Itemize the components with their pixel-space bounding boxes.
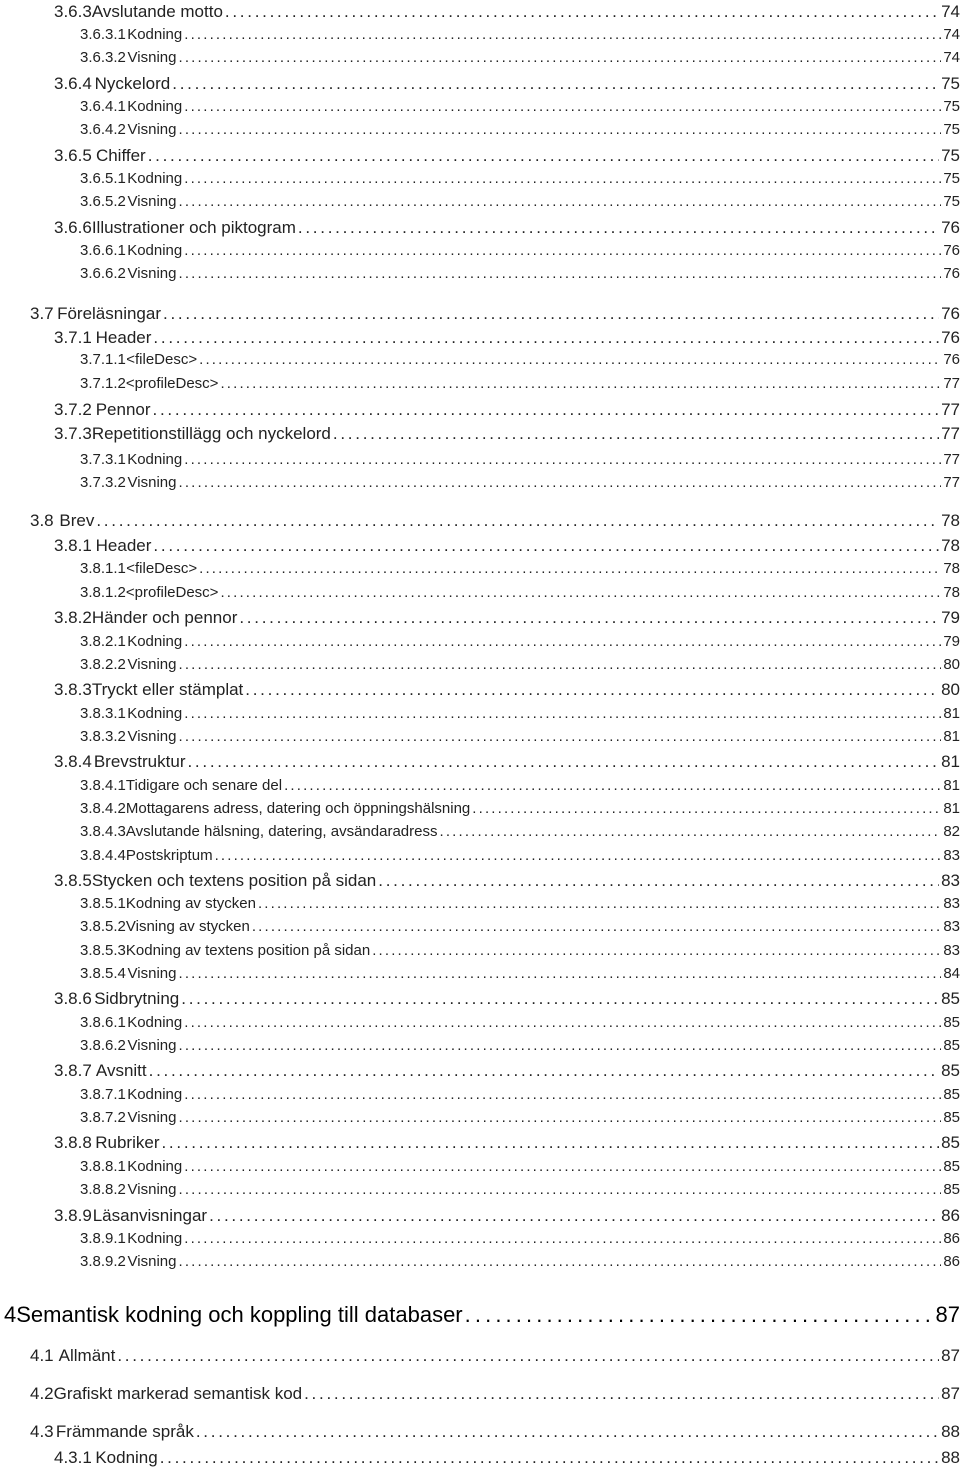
dot-leader: [153, 400, 940, 420]
toc-entry-page-number: 75: [943, 98, 960, 115]
toc-entry-page-number: 81: [941, 752, 960, 771]
dot-leader: [181, 989, 939, 1009]
toc-entry-page-number: 83: [943, 847, 960, 864]
toc-entry-title: Visning: [127, 1109, 177, 1126]
toc-entry-title: Händer och pennor: [91, 608, 238, 627]
toc-entry-3-8-2[interactable]: [54, 608, 960, 628]
dot-leader: [178, 474, 941, 491]
toc-entry-number: 3.7: [30, 304, 54, 323]
toc-entry-3-8-4-3[interactable]: [80, 823, 960, 840]
toc-entry-title: Nyckelord: [94, 74, 171, 93]
dot-leader: [178, 656, 941, 673]
toc-entry-number: 3.6.5.2: [80, 193, 126, 210]
dot-leader: [239, 608, 939, 628]
toc-entry-3-6-5-1[interactable]: [80, 170, 960, 187]
toc-entry-3-8-4-1[interactable]: [80, 777, 960, 794]
dot-leader: [160, 1448, 939, 1468]
toc-entry-page-number: 77: [943, 375, 960, 392]
toc-entry-number: 3.8: [30, 511, 54, 530]
toc-entry-3-6-3[interactable]: [54, 2, 960, 22]
dot-leader: [184, 1086, 941, 1103]
toc-entry-title: Visning: [127, 193, 177, 210]
toc-entry-number: 3.6.4: [54, 74, 92, 93]
toc-entry-title: Repetitionstillägg och nyckelord: [91, 424, 331, 443]
dot-leader: [184, 1158, 941, 1175]
toc-entry-page-number: 75: [941, 146, 960, 165]
toc-entry-title: Rubriker: [95, 1133, 160, 1152]
dot-leader: [472, 800, 941, 817]
toc-entry-page-number: 85: [943, 1158, 960, 1175]
toc-entry-page-number: 85: [941, 1133, 960, 1152]
dot-leader: [178, 265, 941, 282]
toc-entry-page-number: 85: [943, 1086, 960, 1103]
toc-entry-number: 3.8.4.3: [80, 823, 126, 840]
dot-leader: [184, 26, 941, 43]
toc-entry-3-8-6-1[interactable]: [80, 1014, 960, 1031]
toc-entry-title: Kodning av textens position på sidan: [125, 942, 371, 959]
toc-entry-3-8-9-2[interactable]: [80, 1253, 960, 1270]
dot-leader: [178, 1181, 941, 1198]
toc-entry-number: 3.8.9: [54, 1206, 92, 1225]
toc-entry-3-8-9-1[interactable]: [80, 1230, 960, 1247]
toc-entry-title: Kodning: [127, 242, 183, 259]
toc-entry-title: Kodning: [95, 1448, 158, 1467]
toc-entry-title: Kodning: [127, 1230, 183, 1247]
toc-entry-number: 3.8.6.1: [80, 1014, 126, 1031]
toc-entry-page-number: 85: [943, 1037, 960, 1054]
dot-leader: [178, 121, 941, 138]
toc-entry-page-number: 85: [941, 1061, 960, 1080]
toc-entry-title: Kodning: [127, 633, 183, 650]
toc-entry-3-8-8[interactable]: [54, 1133, 960, 1153]
toc-entry-title: Header: [95, 328, 152, 347]
dot-leader: [196, 1422, 939, 1442]
toc-entry-page-number: 80: [941, 680, 960, 699]
toc-entry-3-6-6-2[interactable]: [80, 265, 960, 282]
dot-leader: [439, 823, 941, 840]
toc-entry-title: Avsnitt: [95, 1061, 147, 1080]
dot-leader: [220, 584, 941, 601]
toc-entry-page-number: 76: [941, 304, 960, 323]
toc-entry-title: Header: [95, 536, 152, 555]
toc-entry-title: Kodning: [127, 451, 183, 468]
toc-entry-number: 3.6.4.1: [80, 98, 126, 115]
dot-leader: [117, 1346, 939, 1366]
dot-leader: [187, 752, 939, 772]
dot-leader: [220, 375, 941, 392]
toc-entry-3-8-6[interactable]: [54, 989, 960, 1009]
toc-entry-number: 3.6.5.1: [80, 170, 126, 187]
toc-entry-4-2[interactable]: [30, 1384, 960, 1404]
dot-leader: [178, 1253, 941, 1270]
toc-entry-page-number: 76: [943, 351, 960, 368]
dot-leader: [178, 193, 941, 210]
toc-entry-3-8-2-1[interactable]: [80, 633, 960, 650]
toc-entry-number: 3.8.3.1: [80, 705, 126, 722]
toc-entry-number: 3.8.6.2: [80, 1037, 126, 1054]
toc-entry-page-number: 87: [941, 1346, 960, 1365]
toc-entry-page-number: 78: [943, 560, 960, 577]
toc-entry-3-6-4-2[interactable]: [80, 121, 960, 138]
toc-entry-title: Kodning: [127, 1014, 183, 1031]
toc-entry-title: Avslutande motto: [91, 2, 223, 21]
toc-entry-page-number: 78: [941, 511, 960, 530]
toc-entry-3-7-1-1[interactable]: [80, 351, 960, 368]
toc-entry-title: Allmänt: [58, 1346, 116, 1365]
toc-entry-3-8-4-2[interactable]: [80, 800, 960, 817]
dot-leader: [184, 242, 941, 259]
toc-entry-3-7-3-1[interactable]: [80, 451, 960, 468]
toc-entry-3-6-5-2[interactable]: [80, 193, 960, 210]
toc-entry-page-number: 85: [941, 989, 960, 1008]
toc-entry-3-7-1-2[interactable]: [80, 375, 960, 392]
toc-entry-title: Avslutande hälsning, datering, avsändaradress: [125, 823, 438, 840]
toc-entry-number: 3.8.8: [54, 1133, 92, 1152]
toc-entry-4-3[interactable]: [30, 1422, 960, 1442]
toc-entry-3-6-6-1[interactable]: [80, 242, 960, 259]
toc-entry-number: 3.8.2.2: [80, 656, 126, 673]
toc-entry-title: Visning: [127, 1253, 177, 1270]
toc-entry-page-number: 83: [943, 918, 960, 935]
toc-entry-3-6-4-1[interactable]: [80, 98, 960, 115]
dot-leader: [184, 633, 941, 650]
toc-entry-number: 3.6.6: [54, 218, 92, 237]
toc-entry-title: Visning: [127, 965, 177, 982]
toc-entry-page-number: 79: [943, 633, 960, 650]
toc-entry-title: Visning av stycken: [125, 918, 250, 935]
toc-entry-title: Visning: [127, 474, 177, 491]
toc-entry-title: Kodning: [127, 98, 183, 115]
toc-entry-title: Kodning av stycken: [125, 895, 256, 912]
toc-entry-title: Postskriptum: [125, 847, 213, 864]
toc-entry-3-8-3-1[interactable]: [80, 705, 960, 722]
toc-entry-3-8-9[interactable]: [54, 1206, 960, 1226]
toc-entry-4[interactable]: [4, 1302, 960, 1328]
toc-entry-3-6-5[interactable]: [54, 146, 960, 166]
toc-entry-page-number: 85: [943, 1181, 960, 1198]
toc-entry-3-8-7-1[interactable]: [80, 1086, 960, 1103]
toc-entry-title: Visning: [127, 1181, 177, 1198]
toc-entry-title: Visning: [127, 49, 177, 66]
toc-entry-page-number: 81: [943, 800, 960, 817]
toc-entry-title: Visning: [127, 121, 177, 138]
toc-entry-3-8-6-2[interactable]: [80, 1037, 960, 1054]
toc-entry-4-1[interactable]: [30, 1346, 960, 1366]
toc-entry-number: 3.8.7: [54, 1061, 92, 1080]
toc-entry-title: Grafiskt markerad semantisk kod: [53, 1384, 303, 1403]
toc-entry-number: 4.3: [30, 1422, 54, 1441]
toc-entry-page-number: 78: [943, 584, 960, 601]
toc-entry-page-number: 88: [941, 1448, 960, 1467]
toc-entry-number: 3.8.9.2: [80, 1253, 126, 1270]
toc-entry-page-number: 86: [941, 1206, 960, 1225]
toc-entry-number: 4: [4, 1302, 17, 1327]
toc-entry-3-7-2[interactable]: [54, 400, 960, 420]
toc-entry-3-7-1[interactable]: [54, 328, 960, 348]
toc-entry-number: 3.8.4.4: [80, 847, 126, 864]
toc-entry-number: 3.6.5: [54, 146, 92, 165]
dot-leader: [184, 705, 941, 722]
toc-entry-3-7[interactable]: [30, 304, 960, 324]
toc-entry-title: Illustrationer och piktogram: [91, 218, 296, 237]
dot-leader: [333, 424, 939, 444]
toc-entry-3-6-3-1[interactable]: [80, 26, 960, 43]
toc-entry-number: 3.8.7.1: [80, 1086, 126, 1103]
toc-entry-3-8-8-2[interactable]: [80, 1181, 960, 1198]
toc-entry-number: 3.8.4.1: [80, 777, 126, 794]
toc-entry-title: <fileDesc>: [126, 560, 198, 577]
toc-entry-page-number: 81: [943, 728, 960, 745]
toc-entry-page-number: 80: [943, 656, 960, 673]
toc-entry-3-8-3-2[interactable]: [80, 728, 960, 745]
toc-entry-page-number: 77: [943, 451, 960, 468]
toc-entry-number: 4.1: [30, 1346, 54, 1365]
toc-entry-page-number: 83: [943, 942, 960, 959]
toc-entry-number: 3.8.3: [54, 680, 92, 699]
toc-entry-title: Visning: [127, 265, 177, 282]
dot-leader: [304, 1384, 939, 1404]
toc-entry-title: Kodning: [127, 705, 183, 722]
dot-leader: [298, 218, 939, 238]
toc-entry-number: 3.8.4.2: [80, 800, 126, 817]
toc-entry-title: Pennor: [95, 400, 151, 419]
dot-leader: [178, 728, 941, 745]
dot-leader: [252, 918, 941, 935]
toc-entry-title: Mottagarens adress, datering och öppningshälsning: [125, 800, 471, 817]
toc-entry-3-8-1-2[interactable]: [80, 584, 960, 601]
dot-leader: [199, 560, 941, 577]
dot-leader: [258, 895, 941, 912]
toc-entry-number: 3.6.6.1: [80, 242, 126, 259]
toc-entry-page-number: 75: [943, 170, 960, 187]
toc-entry-number: 3.8.8.2: [80, 1181, 126, 1198]
toc-entry-title: Visning: [127, 1037, 177, 1054]
dot-leader: [372, 942, 941, 959]
toc-entry-page-number: 74: [943, 26, 960, 43]
toc-entry-page-number: 77: [941, 424, 960, 443]
toc-entry-page-number: 87: [935, 1302, 960, 1327]
toc-entry-number: 3.8.5.3: [80, 942, 126, 959]
dot-leader: [153, 536, 939, 556]
toc-entry-number: 3.7.2: [54, 400, 92, 419]
toc-entry-title: Kodning: [127, 170, 183, 187]
dot-leader: [199, 351, 941, 368]
dot-leader: [178, 965, 941, 982]
toc-entry-3-8-8-1[interactable]: [80, 1158, 960, 1175]
dot-leader: [184, 98, 941, 115]
toc-entry-title: Läsanvisningar: [92, 1206, 208, 1225]
toc-entry-title: <profileDesc>: [125, 375, 219, 392]
toc-entry-number: 3.8.1: [54, 536, 92, 555]
toc-entry-number: 3.8.5.2: [80, 918, 126, 935]
toc-entry-page-number: 85: [943, 1109, 960, 1126]
dot-leader: [184, 1014, 941, 1031]
toc-entry-3-8-7[interactable]: [54, 1061, 960, 1081]
toc-entry-number: 3.7.1.2: [80, 375, 126, 392]
toc-entry-page-number: 86: [943, 1230, 960, 1247]
dot-leader: [161, 1133, 939, 1153]
dot-leader: [172, 74, 939, 94]
toc-entry-page-number: 76: [943, 265, 960, 282]
toc-entry-title: Föreläsningar: [57, 304, 162, 323]
toc-entry-3-8-4-4[interactable]: [80, 847, 960, 864]
toc-entry-page-number: 76: [943, 242, 960, 259]
toc-entry-number: 3.8.5.1: [80, 895, 126, 912]
toc-entry-3-8-5-3[interactable]: [80, 942, 960, 959]
toc-entry-page-number: 74: [941, 2, 960, 21]
dot-leader: [215, 847, 942, 864]
toc-entry-number: 3.7.3: [54, 424, 92, 443]
toc-entry-4-3-1[interactable]: [54, 1448, 960, 1468]
toc-entry-title: Semantisk kodning och koppling till databaser: [16, 1302, 463, 1327]
toc-entry-title: Chiffer: [95, 146, 146, 165]
toc-entry-number: 3.8.5: [54, 871, 92, 890]
toc-entry-3-8-5-4[interactable]: [80, 965, 960, 982]
toc-entry-3-6-6[interactable]: [54, 218, 960, 238]
toc-entry-page-number: 77: [941, 400, 960, 419]
toc-entry-number: 4.2: [30, 1384, 54, 1403]
toc-entry-title: Främmande språk: [55, 1422, 194, 1441]
toc-entry-3-7-3-2[interactable]: [80, 474, 960, 491]
toc-entry-3-7-3[interactable]: [54, 424, 960, 444]
toc-entry-number: 3.8.5.4: [80, 965, 126, 982]
toc-entry-number: 3.8.1.2: [80, 584, 126, 601]
dot-leader: [184, 1230, 941, 1247]
toc-entry-3-8-3[interactable]: [54, 680, 960, 700]
toc-entry-3-8-1-1[interactable]: [80, 560, 960, 577]
dot-leader: [163, 304, 939, 324]
toc-entry-number: 3.6.4.2: [80, 121, 126, 138]
dot-leader: [284, 777, 941, 794]
toc-entry-page-number: 75: [943, 193, 960, 210]
toc-entry-title: Brevstruktur: [93, 752, 186, 771]
toc-entry-page-number: 83: [943, 895, 960, 912]
dot-leader: [153, 328, 939, 348]
toc-entry-page-number: 81: [943, 705, 960, 722]
toc-entry-page-number: 83: [941, 871, 960, 890]
toc-entry-title: Sidbrytning: [94, 989, 180, 1008]
toc-entry-number: 4.3.1: [54, 1448, 92, 1467]
toc-entry-3-8[interactable]: [30, 511, 960, 531]
toc-entry-title: Tidigare och senare del: [125, 777, 283, 794]
toc-entry-3-8-5-1[interactable]: [80, 895, 960, 912]
dot-leader: [245, 680, 939, 700]
toc-entry-number: 3.8.4: [54, 752, 92, 771]
toc-entry-3-8-2-2[interactable]: [80, 656, 960, 673]
toc-entry-page-number: 76: [941, 328, 960, 347]
toc-entry-3-6-3-2[interactable]: [80, 49, 960, 66]
toc-entry-page-number: 79: [941, 608, 960, 627]
toc-entry-page-number: 75: [943, 121, 960, 138]
dot-leader: [209, 1206, 939, 1226]
toc-entry-page-number: 82: [943, 823, 960, 840]
dot-leader: [149, 1061, 939, 1081]
toc-entry-title: Kodning: [127, 1086, 183, 1103]
toc-entry-number: 3.8.7.2: [80, 1109, 126, 1126]
toc-entry-page-number: 76: [941, 218, 960, 237]
dot-leader: [178, 1037, 941, 1054]
toc-entry-page-number: 75: [941, 74, 960, 93]
dot-leader: [184, 451, 941, 468]
dot-leader: [96, 511, 939, 531]
toc-entry-page-number: 78: [941, 536, 960, 555]
toc-entry-page-number: 77: [943, 474, 960, 491]
dot-leader: [378, 871, 939, 891]
toc-entry-number: 3.7.3.1: [80, 451, 126, 468]
toc-entry-3-8-1[interactable]: [54, 536, 960, 556]
toc-entry-title: Stycken och textens position på sidan: [91, 871, 377, 890]
toc-entry-title: <profileDesc>: [125, 584, 219, 601]
toc-entry-number: 3.6.3.1: [80, 26, 126, 43]
dot-leader: [178, 49, 941, 66]
toc-entry-page-number: 81: [943, 777, 960, 794]
toc-entry-page-number: 86: [943, 1253, 960, 1270]
toc-entry-3-8-5[interactable]: [54, 871, 960, 891]
toc-entry-number: 3.6.6.2: [80, 265, 126, 282]
dot-leader: [178, 1109, 941, 1126]
toc-entry-page-number: 88: [941, 1422, 960, 1441]
toc-entry-3-8-7-2[interactable]: [80, 1109, 960, 1126]
toc-entry-page-number: 74: [943, 49, 960, 66]
toc-entry-title: Brev: [59, 511, 95, 530]
toc-entry-page-number: 85: [943, 1014, 960, 1031]
toc-entry-3-6-4[interactable]: [54, 74, 960, 94]
toc-entry-page-number: 84: [943, 965, 960, 982]
toc-entry-title: Kodning: [127, 26, 183, 43]
toc-entry-number: 3.8.2.1: [80, 633, 126, 650]
dot-leader: [225, 2, 939, 22]
toc-entry-title: Visning: [127, 728, 177, 745]
dot-leader: [184, 170, 941, 187]
toc-entry-number: 3.7.3.2: [80, 474, 126, 491]
toc-entry-number: 3.8.8.1: [80, 1158, 126, 1175]
toc-entry-number: 3.8.1.1: [80, 560, 126, 577]
toc-entry-number: 3.7.1: [54, 328, 92, 347]
toc-entry-number: 3.8.6: [54, 989, 92, 1008]
toc-entry-number: 3.6.3.2: [80, 49, 126, 66]
toc-entry-title: Kodning: [127, 1158, 183, 1175]
toc-entry-title: Tryckt eller stämplat: [91, 680, 244, 699]
toc-entry-3-8-5-2[interactable]: [80, 918, 960, 935]
toc-entry-page-number: 87: [941, 1384, 960, 1403]
toc-entry-title: <fileDesc>: [126, 351, 198, 368]
toc-entry-number: 3.8.2: [54, 608, 92, 627]
toc-entry-number: 3.8.3.2: [80, 728, 126, 745]
toc-entry-3-8-4[interactable]: [54, 752, 960, 772]
toc-entry-number: 3.7.1.1: [80, 351, 126, 368]
toc-entry-number: 3.6.3: [54, 2, 92, 21]
toc-entry-title: Visning: [127, 656, 177, 673]
toc-entry-number: 3.8.9.1: [80, 1230, 126, 1247]
dot-leader: [148, 146, 939, 166]
dot-leader: [465, 1302, 934, 1328]
